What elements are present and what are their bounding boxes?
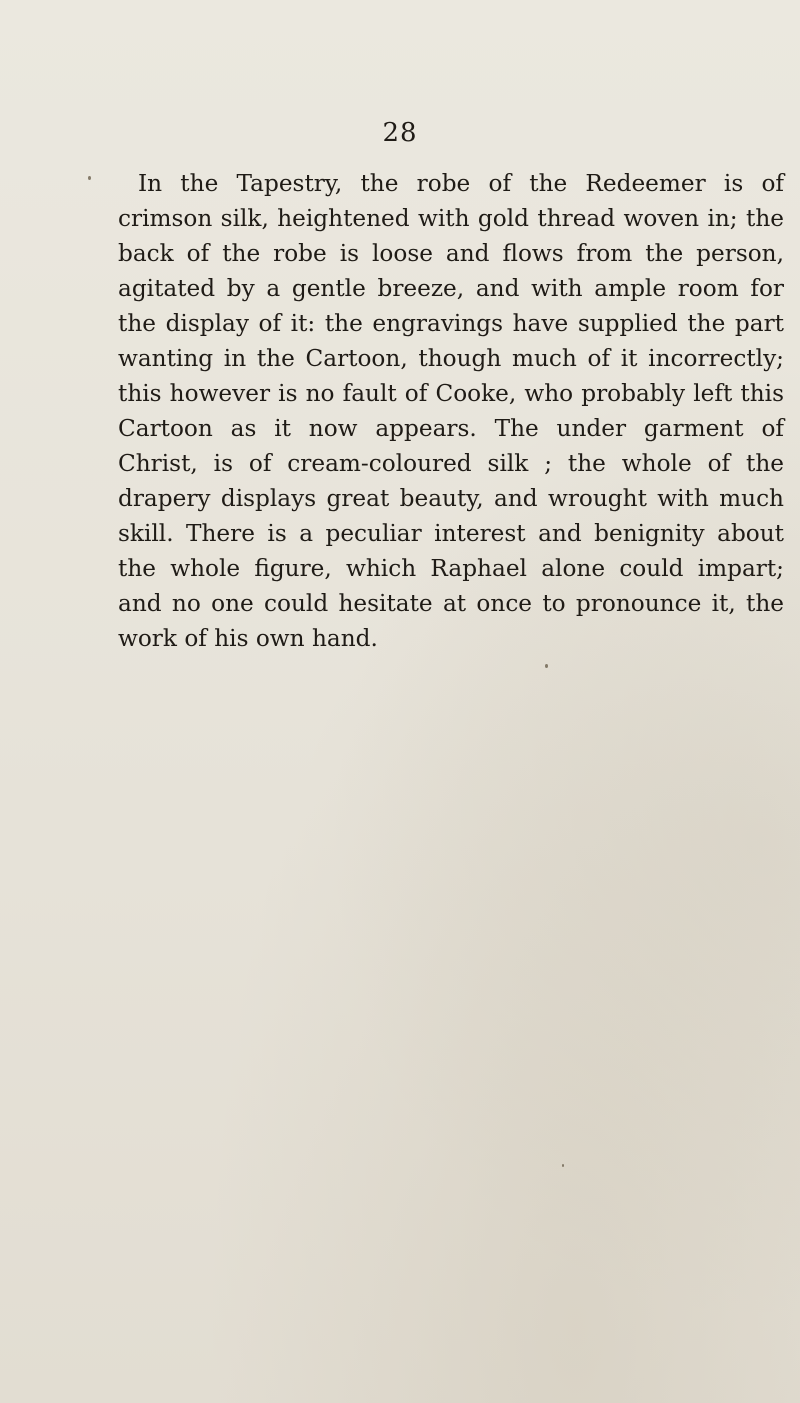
body-paragraph: In the Tapestry, the robe of the Redeemer is of crimson silk, heightened with gold thread woven in; the back of the robe is loose and flows from the person, agitated by a gentle breeze, and with ample room for the display of it: the engravings have supplied the part wanting in the Cartoon, though much of it incorrectly; this however is no fault of Cooke, who probably left this Cartoon as it now appears. The under garment of Christ, is of cream-coloured silk ; the whole of the drapery displays great beauty, and wrought with much skill. There is a peculiar interest and benignity about the whole figure, which Raphael alone could impart; and no one could hesitate at once to pronounce it, the work of his own hand.: [118, 170, 784, 652]
page-number: 28: [382, 118, 418, 148]
ink-speck: [88, 176, 91, 180]
ink-speck: [545, 664, 548, 668]
ink-speck: [562, 1164, 564, 1167]
